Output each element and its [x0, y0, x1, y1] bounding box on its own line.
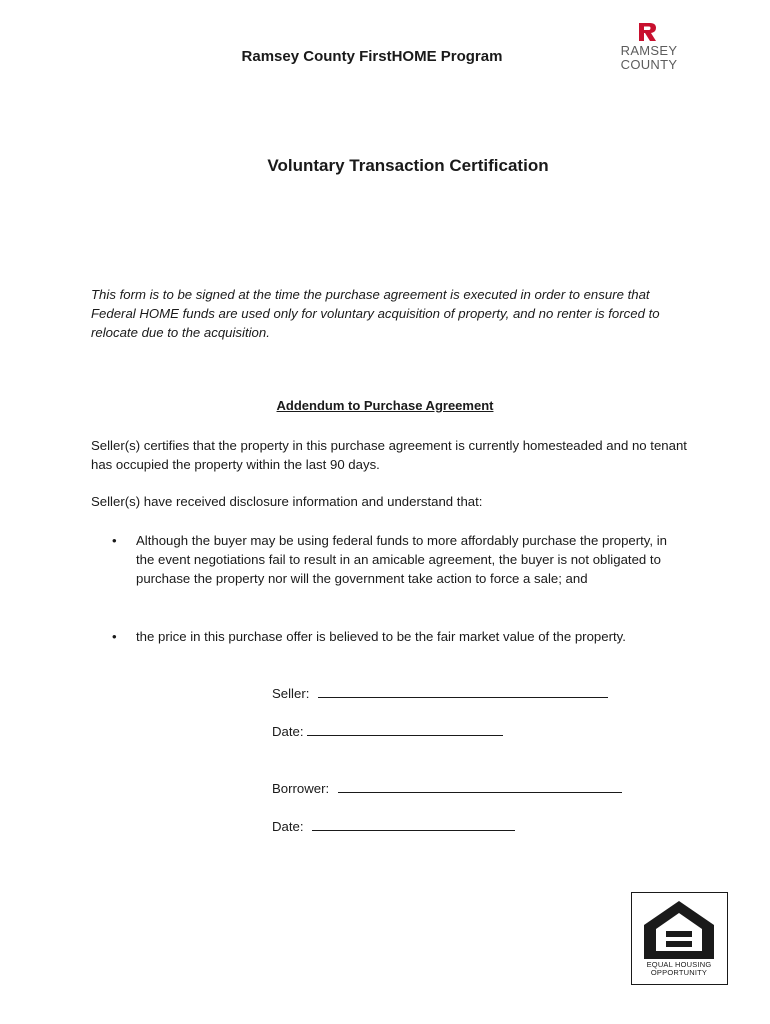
intro-paragraph: This form is to be signed at the time the purchase agreement is executed in order to ensure that Federal HOME funds are used only for voluntary acquisition of property, and no renter is forced to relocate due to the acquisition. [91, 287, 660, 340]
borrower-signature-field[interactable] [338, 778, 622, 793]
ramsey-logo-mark-icon [638, 22, 658, 42]
date-label: Date: [272, 819, 304, 834]
borrower-signature-row [272, 778, 622, 798]
seller-signature-field[interactable] [318, 683, 608, 698]
eho-line-2: OPPORTUNITY [650, 968, 708, 977]
borrower-label: Borrower: [272, 781, 330, 796]
logo-line-1: RAMSEY [620, 43, 678, 58]
date-label: Date: [272, 724, 304, 739]
bullet-text: the price in this purchase offer is believed to be the fair market value of the property. [136, 629, 626, 644]
seller-signature-row [272, 683, 608, 703]
list-item [112, 627, 682, 646]
seller-date-row [272, 721, 503, 741]
document-title: Voluntary Transaction Certification [267, 156, 549, 175]
seller-date-field[interactable] [307, 721, 503, 736]
seller-label: Seller: [272, 686, 310, 701]
equal-housing-logo [631, 892, 728, 985]
addendum-heading: Addendum to Purchase Agreement [276, 398, 494, 413]
equal-housing-icon [642, 899, 716, 961]
disclosure-paragraph: Seller(s) have received disclosure information and understand that: [91, 494, 483, 509]
eho-line-1: EQUAL HOUSING [646, 960, 712, 969]
certification-paragraph: Seller(s) certifies that the property in this purchase agreement is currently homesteaded and no tenant has occupied the property within the last 90 days. [91, 438, 687, 472]
ramsey-county-logo [612, 22, 686, 78]
borrower-date-field[interactable] [312, 816, 515, 831]
bullet-text: Although the buyer may be using federal funds to more affordably purchase the property, in the event negotiations fail to result in an amicable agreement, the buyer is not obligated to purchase the property nor will the government take action to force a sale; and [136, 533, 667, 586]
logo-line-2: COUNTY [620, 57, 678, 72]
program-title: Ramsey County FirstHOME Program [241, 48, 503, 65]
list-item [112, 531, 682, 588]
bullet-icon: • [112, 533, 117, 548]
bullet-icon: • [112, 629, 117, 644]
borrower-date-row [272, 816, 515, 836]
